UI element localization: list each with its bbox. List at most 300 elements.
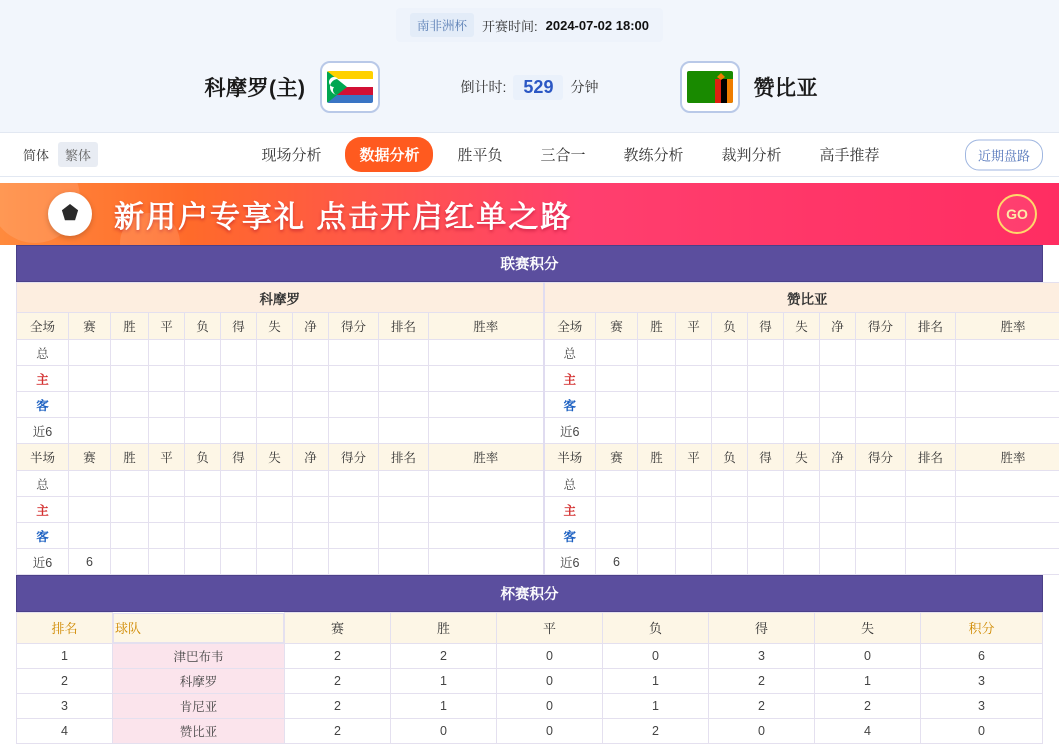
home-team[interactable] — [50, 61, 380, 113]
league-full-home-cell-1-5 — [257, 366, 293, 392]
league-half-away-cell-0-8 — [906, 471, 956, 497]
cup-cell-2-5: 1 — [603, 693, 709, 718]
league-half-home-cell-0-1 — [111, 471, 149, 497]
league-full-home-cell-2-1 — [111, 392, 149, 418]
league-full-home-cell-3-4 — [221, 418, 257, 444]
league-half-home-cell-2-2 — [149, 523, 185, 549]
cup-standings-title: 杯赛积分 — [16, 575, 1043, 612]
lang-simplified[interactable]: 简体 — [23, 148, 50, 163]
league-half-home-cell-3-0: 6 — [69, 549, 111, 575]
league-col-5-away: 失 — [784, 313, 820, 340]
league-col-4-home: 得 — [221, 444, 257, 471]
kickoff-time: 2024-07-02 18:00 — [545, 17, 649, 33]
league-half-home-cell-0-5 — [257, 471, 293, 497]
league-full-away-cell-3-2 — [676, 418, 712, 444]
league-full-away-cell-3-1 — [638, 418, 676, 444]
league-half-home-cell-0-2 — [149, 471, 185, 497]
tab-data-analysis[interactable]: 数据分析 — [345, 137, 433, 172]
league-col-2-home: 平 — [149, 444, 185, 471]
league-full-home-cell-3-7 — [329, 418, 379, 444]
league-full-away-cell-2-2 — [676, 392, 712, 418]
recent-odds-button[interactable]: 近期盘路 — [965, 139, 1043, 170]
cup-col-8: 积分 — [921, 613, 1043, 644]
cup-cell-0-1: 津巴布韦 — [113, 643, 285, 668]
league-half-away-cell-2-7 — [856, 523, 906, 549]
league-half-away-cell-2-5 — [784, 523, 820, 549]
table-row — [17, 471, 1059, 497]
league-full-away-cell-3-8 — [906, 418, 956, 444]
countdown-value: 529 — [513, 75, 563, 100]
soccer-ball-icon — [48, 192, 92, 236]
league-full-away-cell-3-0 — [596, 418, 638, 444]
table-row — [17, 643, 1043, 668]
cup-cell-0-7: 0 — [815, 643, 921, 668]
main-navbar — [0, 132, 1059, 177]
league-full-home-cell-1-2 — [149, 366, 185, 392]
league-full-away-cell-1-6 — [820, 366, 856, 392]
banner-go-button[interactable]: GO — [997, 194, 1037, 234]
cup-cell-0-6: 3 — [709, 643, 815, 668]
cup-cell-2-0: 3 — [17, 693, 113, 718]
league-full-away-cell-0-0 — [596, 340, 638, 366]
league-half-away-cell-3-4 — [748, 549, 784, 575]
league-col-5-home: 失 — [257, 313, 293, 340]
league-col-3-home: 负 — [185, 444, 221, 471]
league-full-rowlabel-away-2: 客 — [544, 392, 596, 418]
league-full-away-cell-0-8 — [906, 340, 956, 366]
league-full-away-cell-0-5 — [784, 340, 820, 366]
league-half-home-cell-3-5 — [257, 549, 293, 575]
league-col-9-away: 胜率 — [956, 313, 1059, 340]
league-half-away-cell-3-7 — [856, 549, 906, 575]
league-full-away-cell-2-3 — [712, 392, 748, 418]
league-standings-title: 联赛积分 — [16, 245, 1043, 282]
home-team-flag-icon — [320, 61, 380, 113]
league-full-home-cell-3-8 — [379, 418, 429, 444]
league-full-rowlabel-home-1: 主 — [17, 366, 69, 392]
league-full-home-cell-0-2 — [149, 340, 185, 366]
cup-cell-3-3: 0 — [391, 718, 497, 743]
league-half-away-cell-0-6 — [820, 471, 856, 497]
kickoff-label: 开赛时间: — [482, 18, 538, 34]
league-col-6-home: 净 — [293, 313, 329, 340]
cup-cell-1-4: 0 — [497, 668, 603, 693]
league-half-home-cell-3-1 — [111, 549, 149, 575]
cup-cell-2-6: 2 — [709, 693, 815, 718]
cup-cell-1-5: 1 — [603, 668, 709, 693]
league-half-rowlabel-home-0: 总 — [17, 471, 69, 497]
league-col-8-away: 排名 — [906, 313, 956, 340]
league-full-away-cell-3-5 — [784, 418, 820, 444]
league-half-label-away: 半场 — [544, 444, 596, 471]
cup-cell-1-2: 2 — [285, 668, 391, 693]
league-half-home-cell-2-7 — [329, 523, 379, 549]
league-column-header-row — [17, 444, 1059, 471]
table-row — [17, 718, 1043, 743]
table-row — [17, 418, 1059, 444]
league-full-away-cell-1-9 — [956, 366, 1059, 392]
cup-cell-1-8: 3 — [921, 668, 1043, 693]
league-half-away-cell-3-9 — [956, 549, 1059, 575]
league-half-away-cell-2-0 — [596, 523, 638, 549]
league-full-away-cell-1-1 — [638, 366, 676, 392]
cup-cell-3-5: 2 — [603, 718, 709, 743]
league-half-away-cell-2-8 — [906, 523, 956, 549]
league-half-away-cell-2-9 — [956, 523, 1059, 549]
league-half-home-cell-3-7 — [329, 549, 379, 575]
league-col-3-away: 负 — [712, 444, 748, 471]
league-half-home-cell-2-8 — [379, 523, 429, 549]
league-full-rowlabel-home-3: 近6 — [17, 418, 69, 444]
teams-row — [0, 52, 1059, 122]
league-full-away-cell-0-3 — [712, 340, 748, 366]
league-column-header-row — [17, 313, 1059, 340]
countdown-block — [380, 75, 680, 100]
league-col-2-away: 平 — [676, 313, 712, 340]
league-half-home-cell-1-8 — [379, 497, 429, 523]
league-full-home-cell-3-0 — [69, 418, 111, 444]
league-half-home-cell-2-3 — [185, 523, 221, 549]
league-col-1-home: 胜 — [111, 444, 149, 471]
league-col-7-away: 得分 — [856, 313, 906, 340]
league-half-away-cell-0-5 — [784, 471, 820, 497]
league-col-1-away: 胜 — [638, 444, 676, 471]
league-full-away-cell-0-2 — [676, 340, 712, 366]
table-row — [17, 340, 1059, 366]
league-half-away-cell-0-2 — [676, 471, 712, 497]
league-half-away-cell-1-1 — [638, 497, 676, 523]
table-row — [17, 668, 1043, 693]
league-col-3-home: 负 — [185, 313, 221, 340]
league-col-8-away: 排名 — [906, 444, 956, 471]
league-half-away-cell-0-0 — [596, 471, 638, 497]
cup-cell-1-6: 2 — [709, 668, 815, 693]
league-half-home-cell-1-4 — [221, 497, 257, 523]
language-toggle[interactable] — [16, 142, 98, 167]
table-row — [17, 549, 1059, 575]
league-half-home-cell-3-3 — [185, 549, 221, 575]
cup-standings-table — [16, 612, 1043, 744]
league-half-away-cell-1-8 — [906, 497, 956, 523]
league-col-0-away: 赛 — [596, 444, 638, 471]
league-full-home-cell-1-7 — [329, 366, 379, 392]
cup-cell-2-8: 3 — [921, 693, 1043, 718]
table-row — [17, 497, 1059, 523]
cup-cell-0-0: 1 — [17, 643, 113, 668]
league-col-7-home: 得分 — [329, 444, 379, 471]
league-half-away-cell-3-8 — [906, 549, 956, 575]
cup-cell-3-6: 0 — [709, 718, 815, 743]
league-team-header-row — [17, 283, 1059, 313]
league-half-rowlabel-away-0: 总 — [544, 471, 596, 497]
table-row — [17, 693, 1043, 718]
league-half-away-cell-1-5 — [784, 497, 820, 523]
league-full-home-cell-0-7 — [329, 340, 379, 366]
cup-col-7: 失 — [815, 613, 921, 644]
league-col-5-away: 失 — [784, 444, 820, 471]
cup-col-2: 赛 — [285, 613, 391, 644]
league-half-away-cell-3-0: 6 — [596, 549, 638, 575]
cup-cell-3-2: 2 — [285, 718, 391, 743]
countdown-label: 倒计时: — [460, 79, 507, 95]
league-half-away-cell-2-3 — [712, 523, 748, 549]
cup-cell-2-2: 2 — [285, 693, 391, 718]
league-col-6-home: 净 — [293, 444, 329, 471]
league-col-8-home: 排名 — [379, 313, 429, 340]
league-full-home-cell-0-8 — [379, 340, 429, 366]
league-away-team-name: 赞比亚 — [544, 283, 1059, 313]
cup-column-header-row — [17, 613, 1043, 644]
league-full-home-cell-2-7 — [329, 392, 379, 418]
table-row — [17, 523, 1059, 549]
league-half-away-cell-3-5 — [784, 549, 820, 575]
league-full-away-cell-1-0 — [596, 366, 638, 392]
league-col-1-home: 胜 — [111, 313, 149, 340]
league-full-home-cell-1-4 — [221, 366, 257, 392]
league-full-away-cell-2-1 — [638, 392, 676, 418]
league-half-away-cell-0-4 — [748, 471, 784, 497]
league-full-home-cell-0-1 — [111, 340, 149, 366]
league-col-1-away: 胜 — [638, 313, 676, 340]
league-full-home-cell-3-3 — [185, 418, 221, 444]
cup-cell-0-8: 6 — [921, 643, 1043, 668]
tab-coach-analysis[interactable]: 教练分析 — [623, 147, 684, 164]
league-half-away-cell-2-2 — [676, 523, 712, 549]
league-full-away-cell-0-9 — [956, 340, 1059, 366]
league-full-home-cell-1-6 — [293, 366, 329, 392]
league-half-home-cell-1-7 — [329, 497, 379, 523]
cup-cell-0-3: 2 — [391, 643, 497, 668]
lang-traditional[interactable]: 繁体 — [58, 142, 98, 167]
league-half-away-cell-0-7 — [856, 471, 906, 497]
league-half-home-cell-0-3 — [185, 471, 221, 497]
league-full-home-cell-0-6 — [293, 340, 329, 366]
league-full-away-cell-3-9 — [956, 418, 1059, 444]
league-full-home-cell-1-8 — [379, 366, 429, 392]
league-half-away-cell-3-1 — [638, 549, 676, 575]
league-col-9-away: 胜率 — [956, 444, 1059, 471]
league-half-home-cell-1-0 — [69, 497, 111, 523]
league-full-home-cell-3-6 — [293, 418, 329, 444]
away-team-name: 赞比亚 — [753, 77, 818, 100]
banner-text: 新用户专享礼 点击开启红单之路 — [114, 201, 573, 234]
promo-banner[interactable] — [0, 183, 1059, 245]
cup-col-0: 排名 — [17, 613, 113, 644]
match-meta — [0, 8, 1059, 42]
league-full-home-cell-2-9 — [429, 392, 544, 418]
league-full-home-cell-2-0 — [69, 392, 111, 418]
league-half-away-cell-3-6 — [820, 549, 856, 575]
league-half-home-cell-3-8 — [379, 549, 429, 575]
league-half-away-cell-1-4 — [748, 497, 784, 523]
league-full-away-cell-0-4 — [748, 340, 784, 366]
league-half-home-cell-0-0 — [69, 471, 111, 497]
cup-cell-2-4: 0 — [497, 693, 603, 718]
league-full-home-cell-3-9 — [429, 418, 544, 444]
league-half-home-cell-0-7 — [329, 471, 379, 497]
cup-col-5: 负 — [603, 613, 709, 644]
cup-cell-3-1: 赞比亚 — [113, 718, 285, 743]
league-tag: 南非洲杯 — [410, 13, 474, 37]
league-col-8-home: 排名 — [379, 444, 429, 471]
cup-col-4: 平 — [497, 613, 603, 644]
cup-cell-3-0: 4 — [17, 718, 113, 743]
table-row — [17, 392, 1059, 418]
cup-cell-3-8: 0 — [921, 718, 1043, 743]
home-team-name: 科摩罗(主) — [204, 77, 306, 100]
league-half-home-cell-3-6 — [293, 549, 329, 575]
league-full-home-cell-0-0 — [69, 340, 111, 366]
league-half-away-cell-2-1 — [638, 523, 676, 549]
league-col-4-home: 得 — [221, 313, 257, 340]
league-half-rowlabel-home-1: 主 — [17, 497, 69, 523]
match-header — [0, 0, 1059, 132]
league-full-home-cell-2-6 — [293, 392, 329, 418]
league-full-away-cell-1-8 — [906, 366, 956, 392]
league-full-away-cell-0-1 — [638, 340, 676, 366]
cup-cell-0-4: 0 — [497, 643, 603, 668]
league-col-6-away: 净 — [820, 313, 856, 340]
cup-col-6: 得 — [709, 613, 815, 644]
cup-cell-1-1: 科摩罗 — [113, 668, 285, 693]
league-full-away-cell-0-6 — [820, 340, 856, 366]
league-full-away-cell-2-9 — [956, 392, 1059, 418]
cup-cell-1-0: 2 — [17, 668, 113, 693]
league-half-home-cell-1-5 — [257, 497, 293, 523]
league-col-7-home: 得分 — [329, 313, 379, 340]
table-row — [17, 366, 1059, 392]
countdown-unit: 分钟 — [570, 79, 599, 95]
league-full-away-cell-2-4 — [748, 392, 784, 418]
league-full-rowlabel-home-0: 总 — [17, 340, 69, 366]
away-team[interactable] — [680, 61, 1010, 113]
league-col-4-away: 得 — [748, 313, 784, 340]
league-standings-table — [16, 282, 1059, 575]
league-half-away-cell-1-2 — [676, 497, 712, 523]
league-col-4-away: 得 — [748, 444, 784, 471]
league-half-home-cell-3-2 — [149, 549, 185, 575]
nav-right — [965, 139, 1043, 170]
league-half-rowlabel-away-2: 客 — [544, 523, 596, 549]
cup-cell-2-1: 肯尼亚 — [113, 693, 285, 718]
content-area — [0, 245, 1059, 744]
league-full-away-cell-2-6 — [820, 392, 856, 418]
league-full-away-cell-3-7 — [856, 418, 906, 444]
league-col-9-home: 胜率 — [429, 313, 544, 340]
league-half-away-cell-1-9 — [956, 497, 1059, 523]
league-full-rowlabel-home-2: 客 — [17, 392, 69, 418]
league-half-away-cell-2-4 — [748, 523, 784, 549]
tab-win-draw-loss[interactable]: 胜平负 — [457, 147, 503, 164]
league-full-home-cell-0-5 — [257, 340, 293, 366]
league-full-away-cell-2-5 — [784, 392, 820, 418]
tab-live-analysis[interactable]: 现场分析 — [261, 147, 322, 164]
league-full-away-cell-1-7 — [856, 366, 906, 392]
league-half-home-cell-2-0 — [69, 523, 111, 549]
league-full-home-cell-1-9 — [429, 366, 544, 392]
nav-items — [247, 137, 893, 172]
league-full-away-cell-3-6 — [820, 418, 856, 444]
league-half-home-cell-2-1 — [111, 523, 149, 549]
league-half-away-cell-0-3 — [712, 471, 748, 497]
tab-referee-analysis[interactable]: 裁判分析 — [721, 147, 782, 164]
league-full-away-cell-3-4 — [748, 418, 784, 444]
league-half-away-cell-1-7 — [856, 497, 906, 523]
away-team-flag-icon — [680, 61, 740, 113]
league-half-away-cell-2-6 — [820, 523, 856, 549]
league-half-away-cell-3-3 — [712, 549, 748, 575]
cup-cell-3-7: 4 — [815, 718, 921, 743]
league-full-label-away: 全场 — [544, 313, 596, 340]
league-full-home-cell-1-1 — [111, 366, 149, 392]
league-full-label-home: 全场 — [17, 313, 69, 340]
cup-cell-2-7: 2 — [815, 693, 921, 718]
league-col-2-home: 平 — [149, 313, 185, 340]
cup-cell-1-3: 1 — [391, 668, 497, 693]
league-half-away-cell-0-9 — [956, 471, 1059, 497]
league-half-home-cell-0-6 — [293, 471, 329, 497]
league-full-away-cell-2-8 — [906, 392, 956, 418]
league-full-rowlabel-away-0: 总 — [544, 340, 596, 366]
league-full-away-cell-3-3 — [712, 418, 748, 444]
league-full-home-cell-3-5 — [257, 418, 293, 444]
league-full-home-cell-2-8 — [379, 392, 429, 418]
league-half-home-cell-2-6 — [293, 523, 329, 549]
league-half-home-cell-2-9 — [429, 523, 544, 549]
cup-cell-0-2: 2 — [285, 643, 391, 668]
cup-col-3: 胜 — [391, 613, 497, 644]
league-half-home-cell-1-6 — [293, 497, 329, 523]
league-full-home-cell-1-0 — [69, 366, 111, 392]
league-half-home-cell-3-9 — [429, 549, 544, 575]
league-half-away-cell-1-6 — [820, 497, 856, 523]
league-col-2-away: 平 — [676, 444, 712, 471]
league-full-home-cell-0-9 — [429, 340, 544, 366]
league-col-0-away: 赛 — [596, 313, 638, 340]
league-col-6-away: 净 — [820, 444, 856, 471]
league-half-rowlabel-away-3: 近6 — [544, 549, 596, 575]
league-full-rowlabel-away-1: 主 — [544, 366, 596, 392]
league-full-home-cell-2-2 — [149, 392, 185, 418]
league-col-0-home: 赛 — [69, 444, 111, 471]
league-half-away-cell-1-3 — [712, 497, 748, 523]
league-half-home-cell-3-4 — [221, 549, 257, 575]
league-col-0-home: 赛 — [69, 313, 111, 340]
league-full-home-cell-2-4 — [221, 392, 257, 418]
league-full-home-cell-1-3 — [185, 366, 221, 392]
league-full-home-cell-0-3 — [185, 340, 221, 366]
league-full-away-cell-1-5 — [784, 366, 820, 392]
league-full-home-cell-0-4 — [221, 340, 257, 366]
league-half-rowlabel-away-1: 主 — [544, 497, 596, 523]
league-col-9-home: 胜率 — [429, 444, 544, 471]
league-half-home-cell-0-4 — [221, 471, 257, 497]
league-half-home-cell-0-8 — [379, 471, 429, 497]
league-half-home-cell-1-3 — [185, 497, 221, 523]
cup-col-1: 球队 — [113, 613, 284, 643]
league-col-3-away: 负 — [712, 313, 748, 340]
league-col-5-home: 失 — [257, 444, 293, 471]
league-full-away-cell-1-3 — [712, 366, 748, 392]
league-full-away-cell-2-0 — [596, 392, 638, 418]
league-half-away-cell-3-2 — [676, 549, 712, 575]
tab-expert-picks[interactable]: 高手推荐 — [819, 147, 880, 164]
league-full-away-cell-2-7 — [856, 392, 906, 418]
league-half-label-home: 半场 — [17, 444, 69, 471]
league-half-rowlabel-home-3: 近6 — [17, 549, 69, 575]
tab-three-in-one[interactable]: 三合一 — [540, 147, 586, 164]
league-full-home-cell-3-1 — [111, 418, 149, 444]
